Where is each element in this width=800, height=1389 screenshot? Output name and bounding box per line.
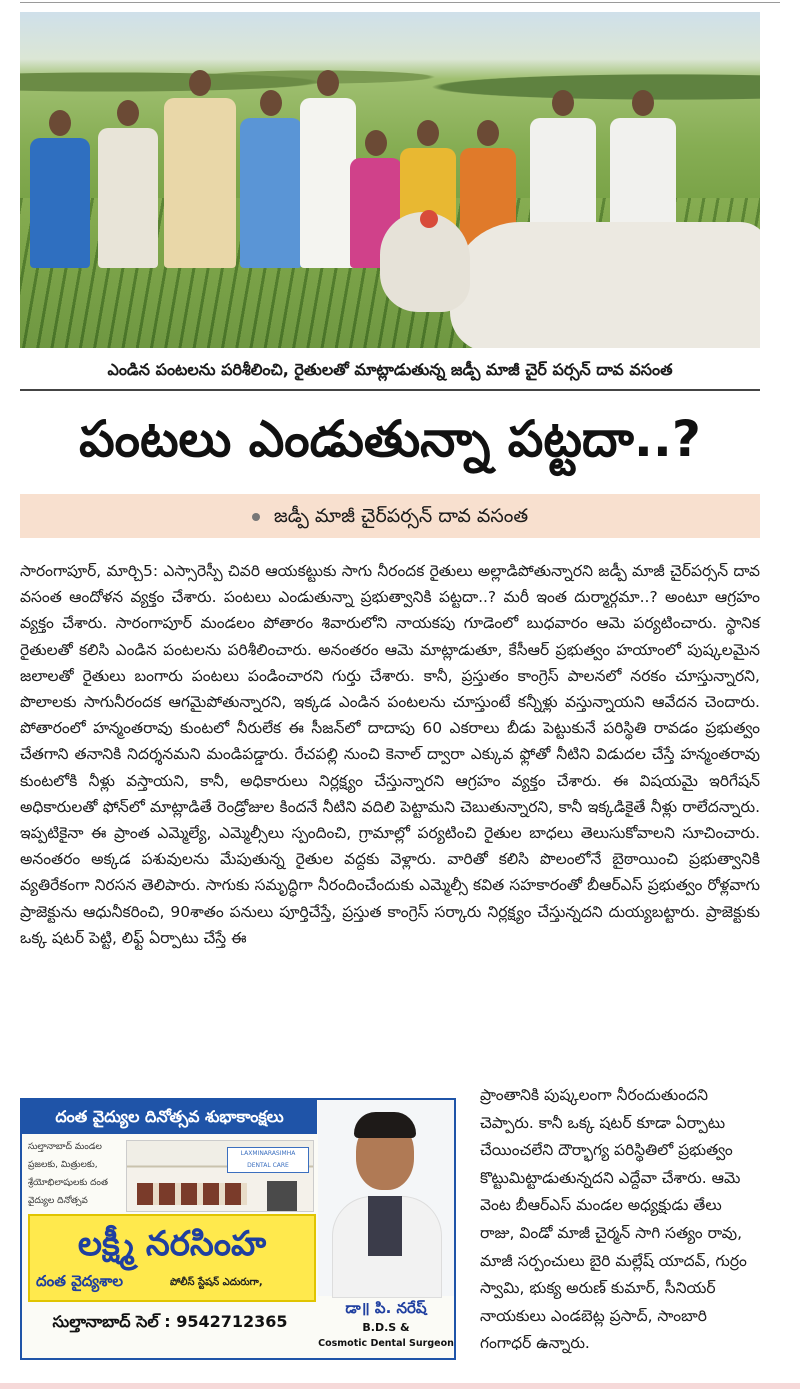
ad-clinic-name: లక్ష్మీ నరసింహ [77,1224,267,1264]
clinic-signboard: LAXMINARASIMHA DENTAL CARE [227,1147,309,1173]
photo-caption: ఎండిన పంటలను పరిశీలించి, రైతులతో మాట్లాడుతున్న జడ్పీ మాజీ చైర్ పర్సన్ దావ వసంత [107,360,673,379]
photo-person [164,70,236,268]
photo-person [98,100,158,268]
doctor-degree: B.D.S & [362,1321,410,1334]
photo-cow [380,202,760,348]
headline: పంటలు ఎండుతున్నా పట్టదా..? [79,410,701,468]
ad-clinic-name-box [28,1214,316,1302]
photo-person [240,90,302,268]
doctor-name: డా॥ పి. నరేష్ [345,1299,427,1317]
ad-greeting-note: సుల్తానాబాద్ మండల ప్రజలకు, మిత్రులకు, శ్రేయోభిలాషులకు దంత వైద్యుల దినోత్సవ [28,1142,109,1206]
doctor-photo [318,1100,454,1296]
article-body-column [480,1082,760,1358]
ad-clinic-photo [126,1140,314,1212]
article-paragraph: సారంగాపూర్, మార్చి5: ఎస్సారెస్పీ చివరి ఆయకట్టుకు సాగు నీరందక రైతులు అల్లాడిపోతున్నారని జడ్పీ మాజీ చైర్‌పర్సన్ దావ వసంత ఆందోళన వ్యక్తం చేశారు. పంటలు ఎండుతున్నా ప్రభుత్వానికి పట్టదా..? మరీ ఇంత దుర్మార్గమా..? అంటూ ఆగ్రహం వ్యక్తం చేశారు. సారంగాపూర్ మండలం పోతారం శివారులోని నాయకపు గూడెంలో బుధవారం ఆమె పర్యటించారు. స్థానిక రైతులతో కలిసి ఎండిన పంటలను పరిశీలించారు. అనంతరం ఆమె మాట్లాడుతూ, కేసీఆర్ ప్రభుత్వం హయాంలో పుష్కలమైన జలాలతో రైతులు బంగారు పంటలు పండించారని గుర్తు చేశారు. కానీ, ప్రస్తుతం కాంగ్రెస్ పాలనలో నరకం చూస్తున్నారని, పొలాలకు సాగునీరందక ఆగమైపోతున్నారని, ఇక్కడ ఎండిన పంటలను చూస్తుంటే కన్నీళ్లు వస్తున్నాయని ఆవేదన చెందారు. పోతారంలో హన్మంతరావు కుంటలో నీరులేక ఈ సీజన్‌లో దాదాపు 60 ఎకరాలు బీడు పెట్టుకునే పరిస్థితి రావడం ప్రభుత్వం చేతగాని తనానికి నిదర్శనమని మండిపడ్డారు. రేచపల్లి నుంచి కెనాల్ ద్వారా ఎక్కువ ఫ్లోతో నీటిని విడుదల చేస్తే హన్మంతరావు కుంటలోకి నీళ్లు వస్తాయని, కానీ, అధికారులు నిర్లక్ష్యం చేస్తున్నారని ఆగ్రహం వ్యక్తం చేశారు. ఈ విషయమై ఇరిగేషన్ అధికారులతో ఫోన్‌లో మాట్లాడితే రెండ్రోజుల కిందనే నీటిని వదిలి పెట్టామని చెబుతున్నారని, కానీ ఇక్కడికైతే నీళ్లు రాలేదన్నారు. ఇప్పటికైనా ఈ ప్రాంత ఎమ్మెల్యే, ఎమ్మెల్సీలు స్పందించి, గ్రామాల్లో పర్యటించి రైతుల బాధలు తెలుసుకోవాలని సూచించారు. అనంతరం అక్కడ పశువులను మేపుతున్న రైతుల వద్దకు వెళ్లారు. వారితో కలిసి పొలంలోనే బైఠాయించి ప్రభుత్వానికి వ్యతిరేకంగా నిరసన తెలిపారు. సాగుకు సమృద్ధిగా నీరందించేందుకు ఎమ్మెల్సీ కవిత సహకారంతో బీఆర్ఎస్ ప్రభుత్వం రోళ్లవాగు ప్రాజెక్టును ఆధునీకరించి, 90శాతం పనులు పూర్తిచేస్తే, ప్రస్తుత కాంగ్రెస్ సర్కారు నిర్లక్ష్యం చేస్తున్నదని దుయ్యబట్టారు. ప్రాజెక్టుకు ఒక్క షటర్ పెట్టి, లిఫ్ట్ ఏర్పాటు చేస్తే ఈ [20,562,760,947]
ad-banner: దంత వైద్యుల దినోత్సవ శుభాకాంక్షలు [22,1100,317,1134]
clinic-door [267,1181,297,1211]
ad-clinic-type: దంత వైద్యశాల [36,1272,123,1290]
article-paragraph-continued: ప్రాంతానికి పుష్కలంగా నీరందుతుందని చెప్పారు. కానీ ఒక్క షటర్ కూడా ఏర్పాటు చేయించలేని దౌర్భాగ్య పరిస్థితిలో ప్రభుత్వం కొట్టుమిట్టాడుతున్నదని ఎద్దేవా చేశారు. ఆమె వెంట బీఆర్ఎస్ మండల అధ్యక్షుడు తేలు రాజు, విండో మాజీ చైర్మన్ సాగి సత్యం రావు, మాజీ సర్పంచులు బైరి మల్లేష్ యాదవ్, గుర్రం స్వామి, భుక్య అరుణ్ కుమార్, సీనియర్ నాయకులు ఎండబెట్ల ప్రసాద్, సాంబారి గంగాధర్ ఉన్నారు. [480,1086,747,1353]
caption-separator [20,389,760,391]
bullet-icon [252,513,260,521]
clinic-windows [137,1183,247,1205]
subheadline [20,494,760,538]
photo-person [30,110,90,268]
doctor-specialty: Cosmotic Dental Surgeon [318,1338,454,1349]
subheadline-text: జడ్పీ మాజీ చైర్‌పర్సన్ దావ వసంత [273,505,529,527]
ad-phone: సుల్తానాబాద్ సెల్ : 9542712365 [52,1312,288,1331]
article-body-main [20,558,760,951]
bottom-bar [0,1383,800,1389]
ad-address: పోలీస్ స్టేషన్ ఎదురుగా, [170,1277,263,1288]
top-rule [20,2,780,3]
dental-advertisement [20,1098,456,1360]
photo-person [300,70,356,268]
news-photo [20,12,760,348]
